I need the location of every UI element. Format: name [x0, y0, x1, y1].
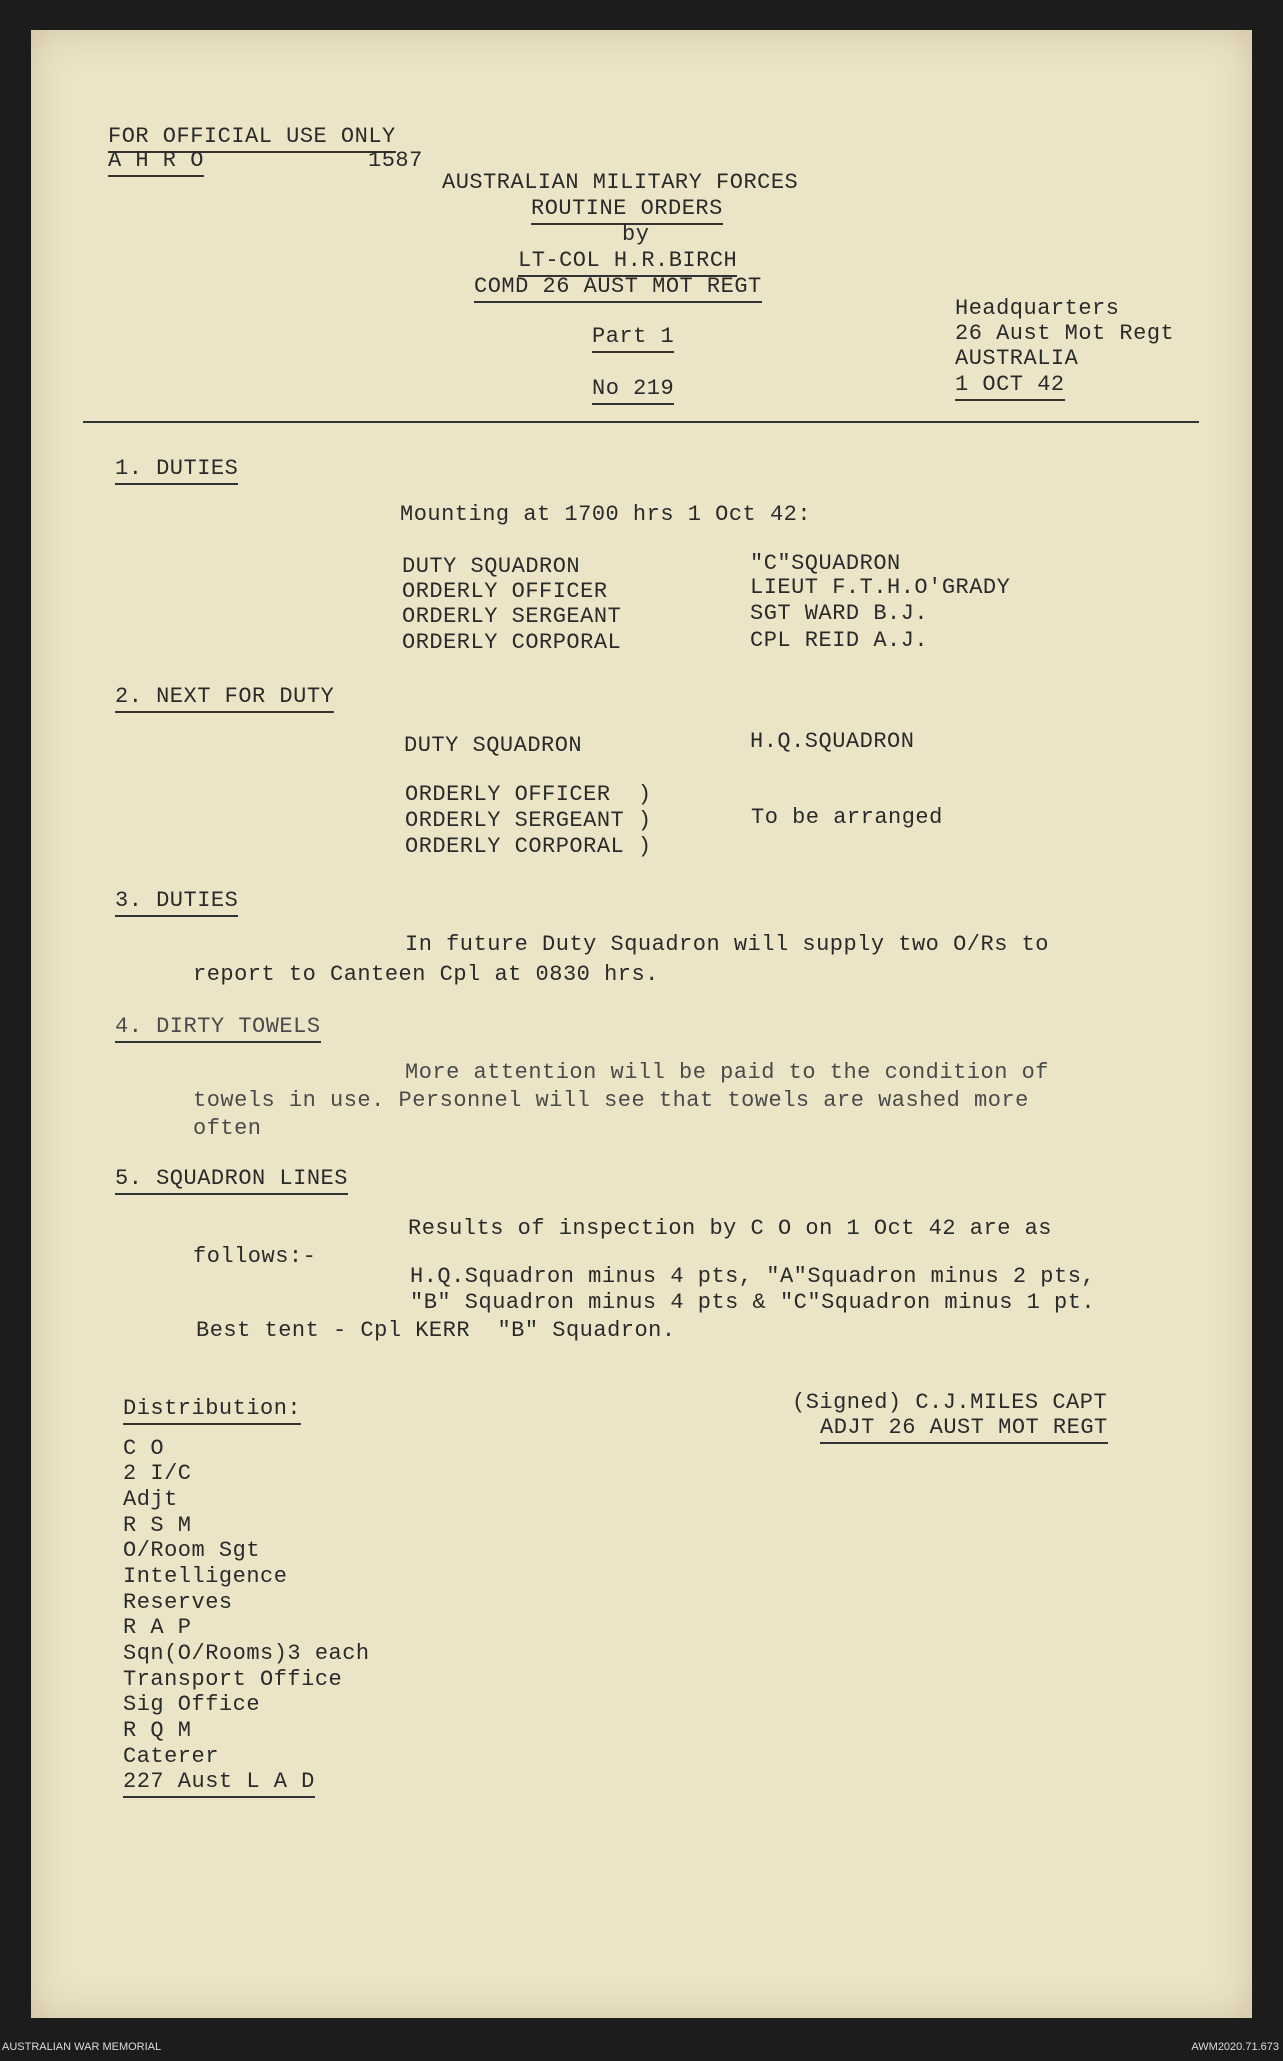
- section-5-line: "B" Squadron minus 4 pts & "C"Squadron minus 1 pt.: [410, 1290, 1096, 1315]
- distribution-item: 2 I/C: [123, 1461, 192, 1486]
- distribution-item: Caterer: [123, 1744, 219, 1769]
- distribution-item: Transport Office: [123, 1667, 343, 1692]
- hq-line-3: AUSTRALIA: [955, 346, 1079, 371]
- title-line-4: LT-COL H.R.BIRCH: [518, 248, 737, 277]
- duty-value: SGT WARD B.J.: [750, 601, 929, 626]
- distribution-item: O/Room Sgt: [123, 1538, 261, 1563]
- distribution-item: Sig Office: [123, 1692, 261, 1717]
- section-5-heading: 5. SQUADRON LINES: [115, 1166, 348, 1195]
- next-duty-squadron: DUTY SQUADRON: [404, 733, 583, 758]
- signature-title: ADJT 26 AUST MOT REGT: [820, 1415, 1108, 1444]
- duty-value: "C"SQUADRON: [750, 551, 901, 576]
- title-line-1: AUSTRALIAN MILITARY FORCES: [442, 170, 799, 195]
- distribution-item: Reserves: [123, 1590, 233, 1615]
- next-duty-role: ORDERLY OFFICER ): [405, 782, 652, 807]
- order-number: No 219: [592, 376, 674, 405]
- distribution-item: 227 Aust L A D: [123, 1769, 315, 1798]
- distribution-heading: Distribution:: [123, 1396, 301, 1425]
- section-5-line: Best tent - Cpl KERR "B" Squadron.: [196, 1318, 676, 1343]
- next-duty-role: ORDERLY SERGEANT ): [405, 808, 652, 833]
- hq-line-2: 26 Aust Mot Regt: [955, 321, 1175, 346]
- distribution-item: R A P: [123, 1615, 192, 1640]
- section-3-line: In future Duty Squadron will supply two O/Rs to: [405, 932, 1050, 957]
- title-line-5: COMD 26 AUST MOT REGT: [474, 274, 762, 303]
- distribution-item: Adjt: [123, 1487, 178, 1512]
- hq-line-1: Headquarters: [955, 296, 1120, 321]
- part-label: Part 1: [592, 324, 674, 353]
- next-duty-role: ORDERLY CORPORAL ): [405, 834, 652, 859]
- section-1-heading: 1. DUTIES: [115, 456, 238, 485]
- section-4-line: often: [193, 1116, 262, 1141]
- duty-role: ORDERLY OFFICER: [402, 579, 608, 604]
- section-4-line: towels in use. Personnel will see that towels are washed more: [193, 1088, 1029, 1113]
- reference-number: 1587: [368, 148, 423, 173]
- distribution-item: R Q M: [123, 1718, 192, 1743]
- distribution-item: Sqn(O/Rooms)3 each: [123, 1641, 370, 1666]
- distribution-item: C O: [123, 1436, 165, 1461]
- distribution-item: R S M: [123, 1513, 192, 1538]
- distribution-item: Intelligence: [123, 1564, 288, 1589]
- duty-value: CPL REID A.J.: [750, 628, 929, 653]
- duty-role: ORDERLY SERGEANT: [402, 604, 622, 629]
- archive-id: AWM2020.71.673: [1191, 2041, 1279, 2053]
- section-2-heading: 2. NEXT FOR DUTY: [115, 684, 334, 713]
- section-3-heading: 3. DUTIES: [115, 888, 238, 917]
- next-duty-squadron-value: H.Q.SQUADRON: [750, 729, 915, 754]
- title-line-2: ROUTINE ORDERS: [531, 196, 723, 225]
- section-5-line: follows:-: [193, 1244, 317, 1269]
- header-divider: [83, 421, 1199, 423]
- section-5-line: H.Q.Squadron minus 4 pts, "A"Squadron minus 2 pts,: [410, 1264, 1096, 1289]
- to-be-arranged: To be arranged: [751, 805, 943, 830]
- section-3-line: report to Canteen Cpl at 0830 hrs.: [193, 962, 659, 987]
- duty-role: ORDERLY CORPORAL: [402, 630, 622, 655]
- classification-label: FOR OFFICIAL USE ONLY: [108, 124, 396, 153]
- hq-line-4: 1 OCT 42: [955, 372, 1065, 401]
- section-1-intro: Mounting at 1700 hrs 1 Oct 42:: [400, 502, 812, 527]
- section-4-line: More attention will be paid to the condition of: [405, 1060, 1050, 1085]
- section-4-heading: 4. DIRTY TOWELS: [115, 1014, 321, 1043]
- section-5-line: Results of inspection by C O on 1 Oct 42 are as: [408, 1216, 1053, 1241]
- duty-role: DUTY SQUADRON: [402, 554, 581, 579]
- title-line-3: by: [622, 222, 650, 247]
- signature-line: (Signed) C.J.MILES CAPT: [792, 1390, 1108, 1415]
- archive-credit: AUSTRALIAN WAR MEMORIAL: [2, 2041, 162, 2053]
- reference-code: A H R O: [108, 148, 204, 177]
- duty-value: LIEUT F.T.H.O'GRADY: [750, 575, 1011, 600]
